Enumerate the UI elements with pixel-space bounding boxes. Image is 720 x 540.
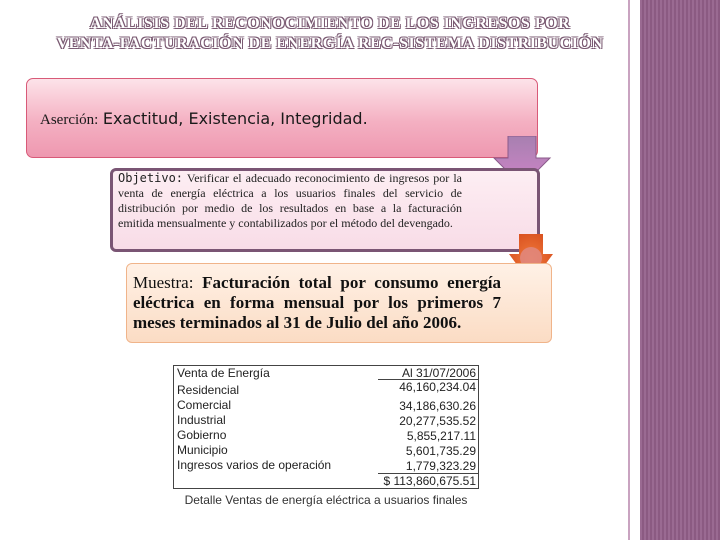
table-row-label: Comercial: [177, 398, 232, 412]
sample-body: Facturación total por consumo energía eléctrica en forma mensual por los primeros 7 meses terminados al 31 de Julio del año 2006.: [133, 273, 502, 332]
table-row-label: Municipio: [177, 443, 228, 457]
table-caption: Detalle Ventas de energía eléctrica a usuarios finales: [184, 493, 468, 507]
decorative-side-strip: [640, 0, 720, 540]
objective-body: Verificar el adecuado reconocimiento de ingresos por la venta de energía eléctrica a los usuarios finales del servicio de distribución por medio de los resultados en base a la facturación emitida mensualmente y contabilizados por el método del devengado.: [118, 171, 462, 230]
table-row-label: Gobierno: [177, 428, 227, 442]
table-row-value: 34,186,630.26: [399, 399, 476, 413]
assertion-label: Aserción:: [40, 112, 99, 128]
table-total-value: $ 113,860,675.51: [383, 474, 476, 488]
table-row-label: Industrial: [177, 413, 226, 427]
assertion-value: Exactitud, Existencia, Integridad.: [102, 109, 368, 128]
table-row-value: 1,779,323.29: [405, 459, 476, 473]
sample-label: Muestra:: [133, 273, 194, 292]
table-row-label: Ingresos varios de operación: [177, 458, 332, 472]
table-row-value: 5,855,217.11: [406, 429, 476, 443]
table-row-value: 20,277,535.52: [399, 414, 476, 428]
table-right-border: [478, 365, 479, 489]
title-line-1: ANÁLISIS DEL RECONOCIMIENTO DE LOS INGRESOS POR: [89, 15, 571, 32]
assertion-text: [40, 108, 368, 129]
table-row-label: Residencial: [177, 383, 240, 397]
title-line-2: VENTA-FACTURACIÓN DE ENERGÍA REC-SISTEMA DISTRIBUCIÓN: [56, 35, 604, 52]
side-divider: [628, 0, 630, 540]
objective-text: [118, 171, 462, 231]
table-row-value: 46,160,234.04: [399, 380, 476, 394]
objective-label: Objetivo:: [118, 171, 184, 185]
table-header-label: Venta de Energía: [177, 366, 270, 380]
slide-title: [40, 14, 620, 54]
table-header-value: Al 31/07/2006: [401, 366, 476, 380]
sample-text: [133, 273, 501, 333]
energy-sales-table: [173, 365, 479, 510]
table-row-value: 5,601,735.29: [405, 444, 476, 458]
table-left-border: [173, 365, 174, 489]
